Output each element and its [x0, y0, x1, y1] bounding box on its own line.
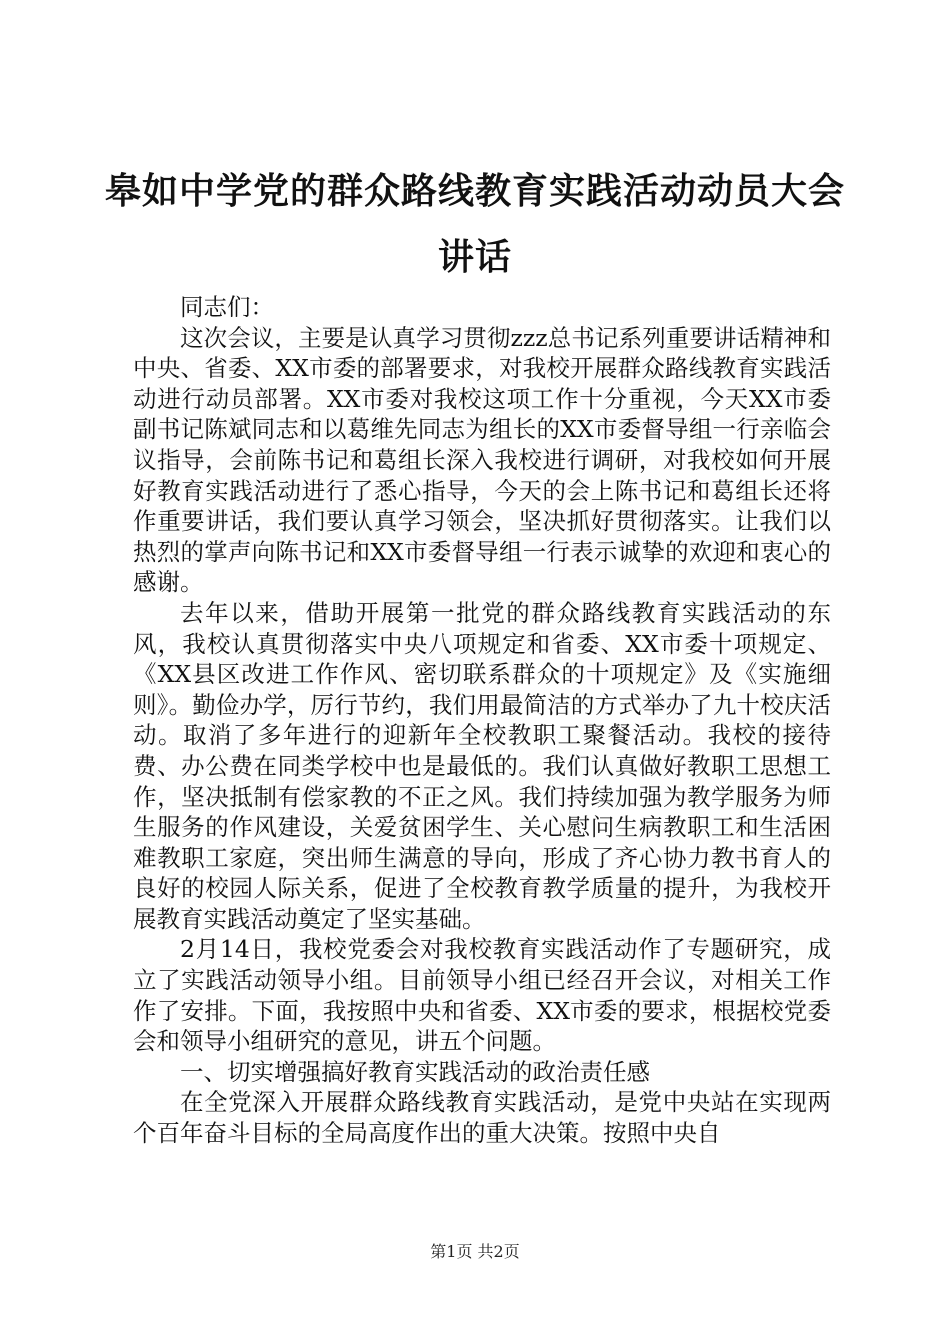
body-paragraph: 在全党深入开展群众路线教育实践活动，是党中央站在实现两个百年奋斗目标的全局高度作出的重大决策。按照中央自 — [133, 1088, 831, 1148]
salutation: 同志们： — [180, 293, 274, 321]
section-heading: 一、切实增强搞好教育实践活动的政治责任感 — [180, 1057, 650, 1086]
document-title: 皋如中学党的群众路线教育实践活动动员大会讲话 — [104, 170, 845, 278]
page-number-footer: 第1页 共2页 — [430, 1242, 520, 1261]
document-body — [133, 292, 831, 1149]
body-paragraph: 去年以来，借助开展第一批党的群众路线教育实践活动的东风，我校认真贯彻落实中央八项规定和省委、XX市委十项规定、《XX县区改进工作作风、密切联系群众的十项规定》及《实施细则》。勤俭办学，厉行节约，我们用最简洁的方式举办了九十校庆活动。取消了多年进行的迎新年全校教职工聚餐活动。我校的接待费、办公费在同类学校中也是最低的。我们认真做好教职工思想工作，坚决抵制有偿家教的不正之风。我们持续加强为教学服务为师生服务的作风建设，关爱贫困学生、关心慰问生病教职工和生活困难教职工家庭，突出师生满意的导向，形成了齐心协力教书育人的良好的校园人际关系，促进了全校教育教学质量的提升，为我校开展教育实践活动奠定了坚实基础。 — [133, 598, 831, 933]
body-paragraph: 2月14日，我校党委会对我校教育实践活动作了专题研究，成立了实践活动领导小组。目前领导小组已经召开会议，对相关工作作了安排。下面，我按照中央和省委、XX市委的要求，根据校党委会和领导小组研究的意见，讲五个问题。 — [133, 935, 831, 1056]
body-paragraph: 这次会议，主要是认真学习贯彻zzz总书记系列重要讲话精神和中央、省委、XX市委的部署要求，对我校开展群众路线教育实践活动进行动员部署。XX市委对我校这项工作十分重视，今天XX市委副书记陈斌同志和以葛维先同志为组长的XX市委督导组一行亲临会议指导，会前陈书记和葛组长深入我校进行调研，对我校如何开展好教育实践活动进行了悉心指导，今天的会上陈书记和葛组长还将作重要讲话，我们要认真学习领会，坚决抓好贯彻落实。让我们以热烈的掌声向陈书记和XX市委督导组一行表示诚挚的欢迎和衷心的感谢。 — [133, 323, 831, 597]
